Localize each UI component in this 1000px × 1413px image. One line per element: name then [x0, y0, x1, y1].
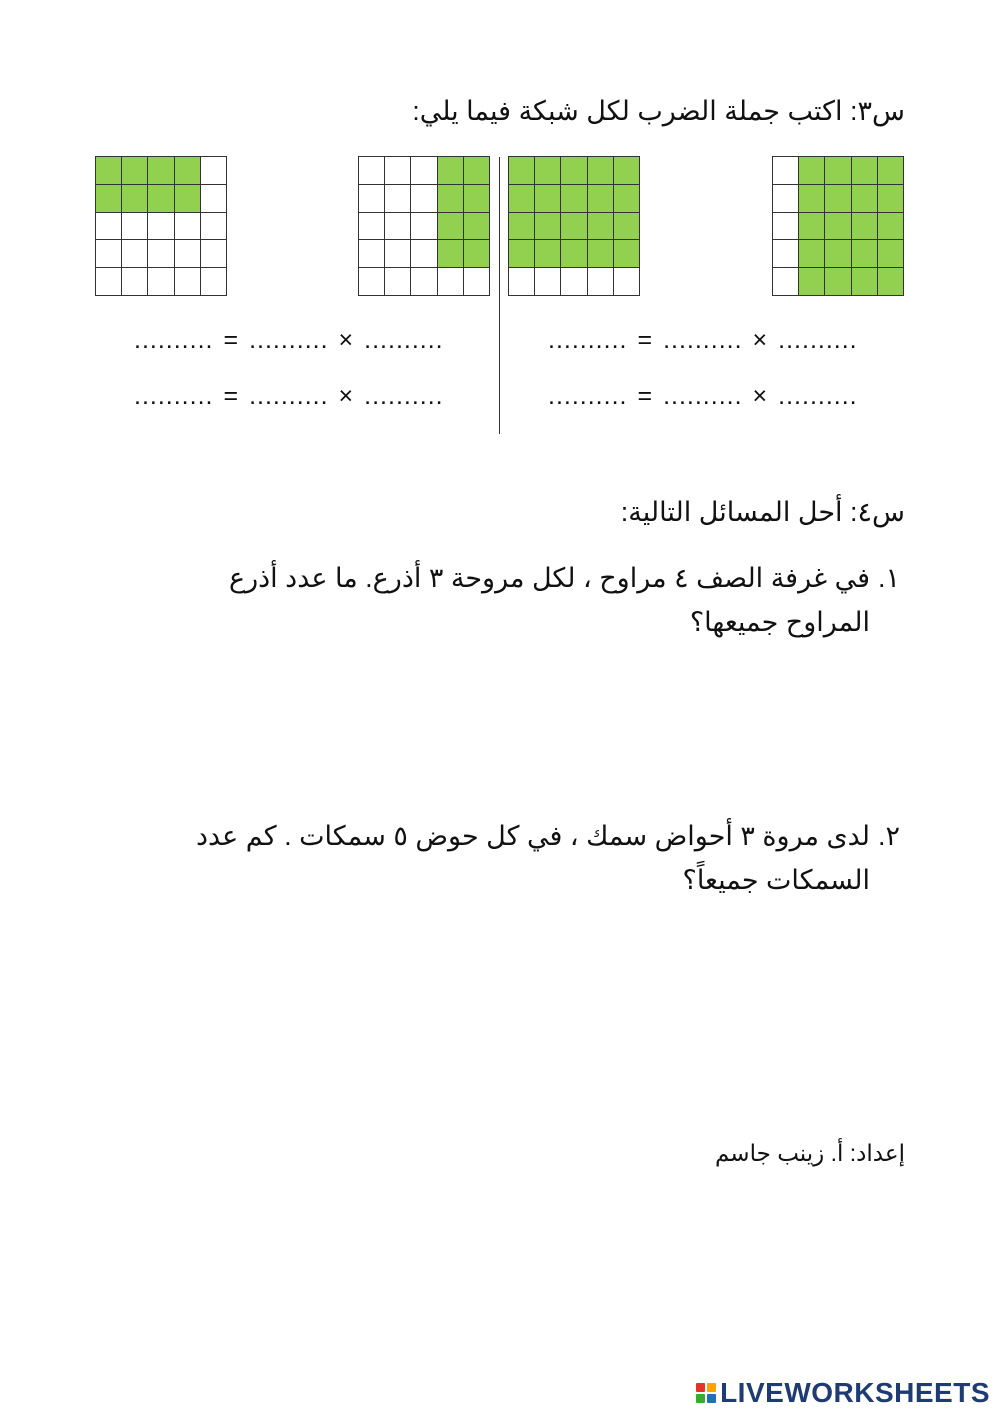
problem-2: [170, 814, 900, 902]
grid-cell-shaded: [438, 240, 464, 268]
grid-cell: [201, 185, 227, 213]
grid-cell-shaded: [509, 240, 535, 268]
product-blank[interactable]: ..........: [134, 382, 214, 410]
equation-left-1: [134, 326, 444, 355]
grid-cell: [96, 268, 122, 296]
grid-cell: [96, 240, 122, 268]
product-blank[interactable]: ..........: [548, 382, 628, 410]
grid-4: [95, 156, 227, 296]
grid-cell: [359, 157, 385, 185]
grid-cell-shaded: [464, 157, 490, 185]
liveworksheets-logo-icon: [696, 1383, 716, 1403]
times-sign: ×: [338, 326, 355, 354]
grid-cell-shaded: [852, 185, 878, 213]
grid-cell-shaded: [878, 213, 904, 241]
grid-cell-shaded: [464, 185, 490, 213]
grid-cell-shaded: [799, 240, 825, 268]
grid-cell: [509, 268, 535, 296]
grid-cell-shaded: [852, 213, 878, 241]
factor-blank[interactable]: ..........: [778, 382, 858, 410]
grid-cell-shaded: [614, 240, 640, 268]
grid-cell: [175, 268, 201, 296]
grid-cell: [175, 240, 201, 268]
grid-cell: [535, 268, 561, 296]
grid-cell-shaded: [825, 213, 851, 241]
grid-cell: [175, 213, 201, 241]
grid-cell: [359, 185, 385, 213]
equation-right-1: [548, 326, 858, 355]
grid-cell-shaded: [438, 185, 464, 213]
factor-blank[interactable]: ..........: [249, 382, 329, 410]
equation-left-2: [134, 382, 444, 411]
grid-cell-shaded: [175, 185, 201, 213]
grid-cell-shaded: [799, 213, 825, 241]
problem-number: ٢.: [877, 821, 900, 851]
problem-text: في غرفة الصف ٤ مراوح ، لكل مروحة ٣ أذرع. ما عدد أذرع المراوح جميعها؟: [229, 563, 870, 637]
grid-cell: [385, 240, 411, 268]
grid-cell-shaded: [509, 213, 535, 241]
factor-blank[interactable]: ..........: [364, 382, 444, 410]
grid-cell: [359, 268, 385, 296]
factor-blank[interactable]: ..........: [663, 326, 743, 354]
grid-cell-shaded: [799, 157, 825, 185]
grid-cell: [385, 213, 411, 241]
grid-cell: [148, 240, 174, 268]
grid-cell: [561, 268, 587, 296]
grid-cell-shaded: [588, 240, 614, 268]
grid-cell-shaded: [825, 268, 851, 296]
equals-sign: =: [637, 326, 654, 354]
equals-sign: =: [637, 382, 654, 410]
grid-cell: [201, 268, 227, 296]
product-blank[interactable]: ..........: [134, 326, 214, 354]
author-credit: إعداد: أ. زينب جاسم: [715, 1140, 905, 1166]
grid-cell: [614, 268, 640, 296]
grid-cell-shaded: [878, 240, 904, 268]
grid-cell: [201, 157, 227, 185]
grid-cell-shaded: [438, 157, 464, 185]
grid-cell: [122, 213, 148, 241]
factor-blank[interactable]: ..........: [249, 326, 329, 354]
grid-cell-shaded: [614, 213, 640, 241]
problem-text: لدى مروة ٣ أحواض سمك ، في كل حوض ٥ سمكات . كم عدد السمكات جميعاً؟: [195, 821, 870, 895]
grid-cell-shaded: [535, 213, 561, 241]
grid-cell-shaded: [878, 185, 904, 213]
problem-1: [170, 556, 900, 644]
grid-cell-shaded: [535, 185, 561, 213]
grid-cell: [96, 213, 122, 241]
grid-cell: [411, 213, 437, 241]
grid-cell: [385, 185, 411, 213]
grid-cell-shaded: [588, 185, 614, 213]
equals-sign: =: [223, 382, 240, 410]
grid-cell-shaded: [799, 185, 825, 213]
times-sign: ×: [752, 382, 769, 410]
grid-cell-shaded: [799, 268, 825, 296]
factor-blank[interactable]: ..........: [778, 326, 858, 354]
grid-2: [508, 156, 640, 296]
product-blank[interactable]: ..........: [548, 326, 628, 354]
grid-cell-shaded: [96, 185, 122, 213]
grid-cell: [385, 268, 411, 296]
grid-cell-shaded: [509, 185, 535, 213]
problem-number: ١.: [877, 563, 900, 593]
grid-cell-shaded: [614, 157, 640, 185]
grid-cell-shaded: [561, 157, 587, 185]
grid-cell-shaded: [561, 240, 587, 268]
grid-cell: [464, 268, 490, 296]
times-sign: ×: [752, 326, 769, 354]
grid-cell: [773, 185, 799, 213]
factor-blank[interactable]: ..........: [364, 326, 444, 354]
grid-cell-shaded: [852, 268, 878, 296]
brand-name: LIVEWORKSHEETS: [720, 1377, 990, 1408]
grid-cell-shaded: [588, 157, 614, 185]
grid-cell: [148, 268, 174, 296]
equation-right-2: [548, 382, 858, 411]
grid-cell: [201, 213, 227, 241]
grid-cell-shaded: [509, 157, 535, 185]
logo-square: [696, 1383, 705, 1392]
logo-square: [696, 1394, 705, 1403]
grid-cell: [359, 213, 385, 241]
grid-cell-shaded: [438, 213, 464, 241]
grid-cell-shaded: [96, 157, 122, 185]
grid-cell-shaded: [148, 157, 174, 185]
grid-cell-shaded: [825, 185, 851, 213]
grid-cell: [588, 268, 614, 296]
grid-cell-shaded: [122, 185, 148, 213]
grid-cell-shaded: [561, 213, 587, 241]
grid-cell-shaded: [464, 240, 490, 268]
brand-watermark[interactable]: [696, 1378, 990, 1408]
equals-sign: =: [223, 326, 240, 354]
factor-blank[interactable]: ..........: [663, 382, 743, 410]
grid-cell: [385, 157, 411, 185]
grid-cell-shaded: [878, 268, 904, 296]
grid-cell: [773, 268, 799, 296]
grid-cell: [411, 185, 437, 213]
logo-square: [707, 1383, 716, 1392]
grid-cell-shaded: [122, 157, 148, 185]
grid-cell: [201, 240, 227, 268]
grid-cell-shaded: [878, 157, 904, 185]
grid-cell: [411, 157, 437, 185]
grid-cell: [773, 157, 799, 185]
grid-cell-shaded: [535, 240, 561, 268]
grid-cell-shaded: [614, 185, 640, 213]
logo-square: [707, 1394, 716, 1403]
grid-cell: [773, 213, 799, 241]
grid-cell-shaded: [825, 157, 851, 185]
grid-cell: [148, 213, 174, 241]
grid-cell: [411, 240, 437, 268]
grid-1: [772, 156, 904, 296]
grid-cell-shaded: [464, 213, 490, 241]
grid-cell-shaded: [852, 240, 878, 268]
question-3-title: س٣: اكتب جملة الضرب لكل شبكة فيما يلي:: [412, 96, 905, 126]
question-4-title: س٤: أحل المسائل التالية:: [620, 497, 905, 527]
grid-cell-shaded: [535, 157, 561, 185]
times-sign: ×: [338, 382, 355, 410]
grid-cell: [411, 268, 437, 296]
grid-cell-shaded: [588, 213, 614, 241]
grid-cell: [122, 268, 148, 296]
grid-cell-shaded: [825, 240, 851, 268]
grid-cell-shaded: [175, 157, 201, 185]
grid-cell-shaded: [561, 185, 587, 213]
section-divider: [499, 157, 500, 434]
grid-cell-shaded: [148, 185, 174, 213]
grid-cell: [359, 240, 385, 268]
grid-cell: [438, 268, 464, 296]
grid-cell-shaded: [852, 157, 878, 185]
grid-cell: [122, 240, 148, 268]
grid-cell: [773, 240, 799, 268]
grid-3: [358, 156, 490, 296]
